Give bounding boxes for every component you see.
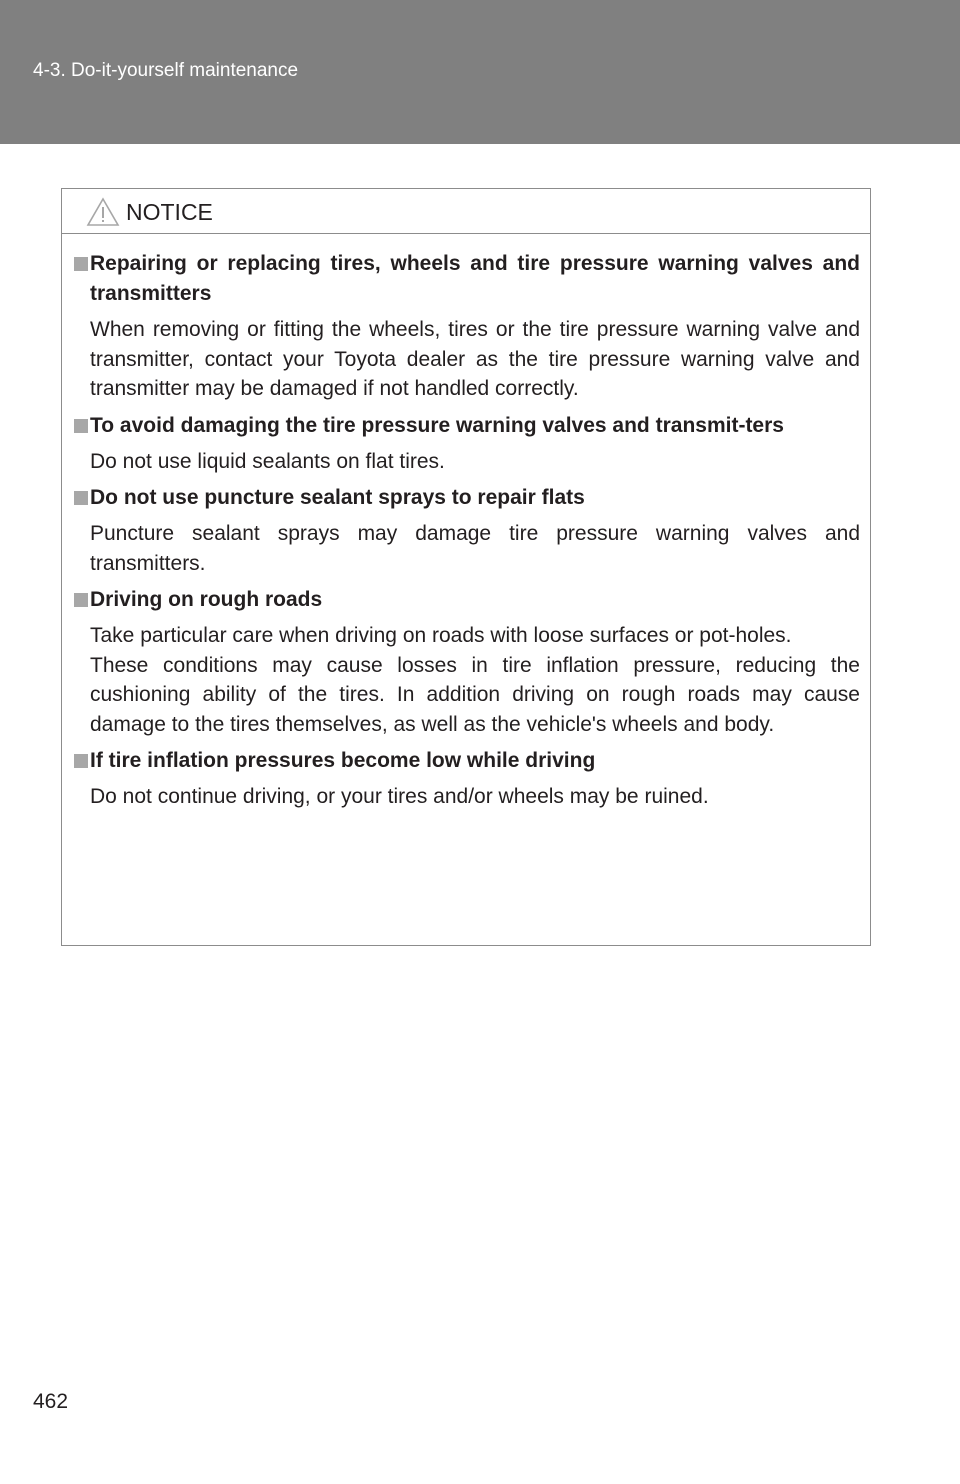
item-body <box>80 621 860 739</box>
item-body-line: Take particular care when driving on roads with loose surfaces or pot-holes. <box>90 624 792 647</box>
page-number: 462 <box>33 1390 69 1413</box>
notice-item <box>80 411 860 477</box>
item-heading: Driving on rough roads <box>80 585 860 615</box>
item-body: When removing or fitting the wheels, tires or the tire pressure warning valve and transmitter, contact your Toyota dealer as the tire pressure warning valve and transmitter may be damaged if not handled correctly. <box>90 318 860 400</box>
square-bullet-icon <box>74 419 88 433</box>
square-bullet-icon <box>74 593 88 607</box>
header-band <box>0 0 960 144</box>
notice-header <box>62 189 870 234</box>
item-heading: To avoid damaging the tire pressure warning valves and transmit-ters <box>80 411 860 441</box>
item-heading: Do not use puncture sealant sprays to repair flats <box>80 483 860 513</box>
item-body: Puncture sealant sprays may damage tire pressure warning valves and transmitters. <box>90 522 860 575</box>
item-body: Do not continue driving, or your tires and/or wheels may be ruined. <box>90 785 709 808</box>
item-body-line: These conditions may cause losses in tire inflation pressure, reducing the cushioning ability of the tires. In addition driving on rough roads may cause damage to the tires themselves, as well as the vehicle's wheels and body. <box>90 653 860 736</box>
notice-box <box>61 188 871 946</box>
section-title: 4-3. Do-it-yourself maintenance <box>33 60 299 81</box>
notice-title: NOTICE <box>126 199 213 225</box>
square-bullet-icon <box>74 491 88 505</box>
notice-item <box>80 483 860 578</box>
notice-item <box>80 746 860 812</box>
item-heading: Repairing or replacing tires, wheels and tire pressure warning valves and transmitters <box>80 249 860 309</box>
warning-triangle-icon <box>86 197 120 227</box>
square-bullet-icon <box>74 754 88 768</box>
notice-content <box>80 249 860 819</box>
notice-item <box>80 249 860 404</box>
item-body: Do not use liquid sealants on flat tires. <box>90 449 445 473</box>
notice-item <box>80 585 860 739</box>
square-bullet-icon <box>74 257 88 271</box>
item-heading: If tire inflation pressures become low while driving <box>80 746 860 776</box>
